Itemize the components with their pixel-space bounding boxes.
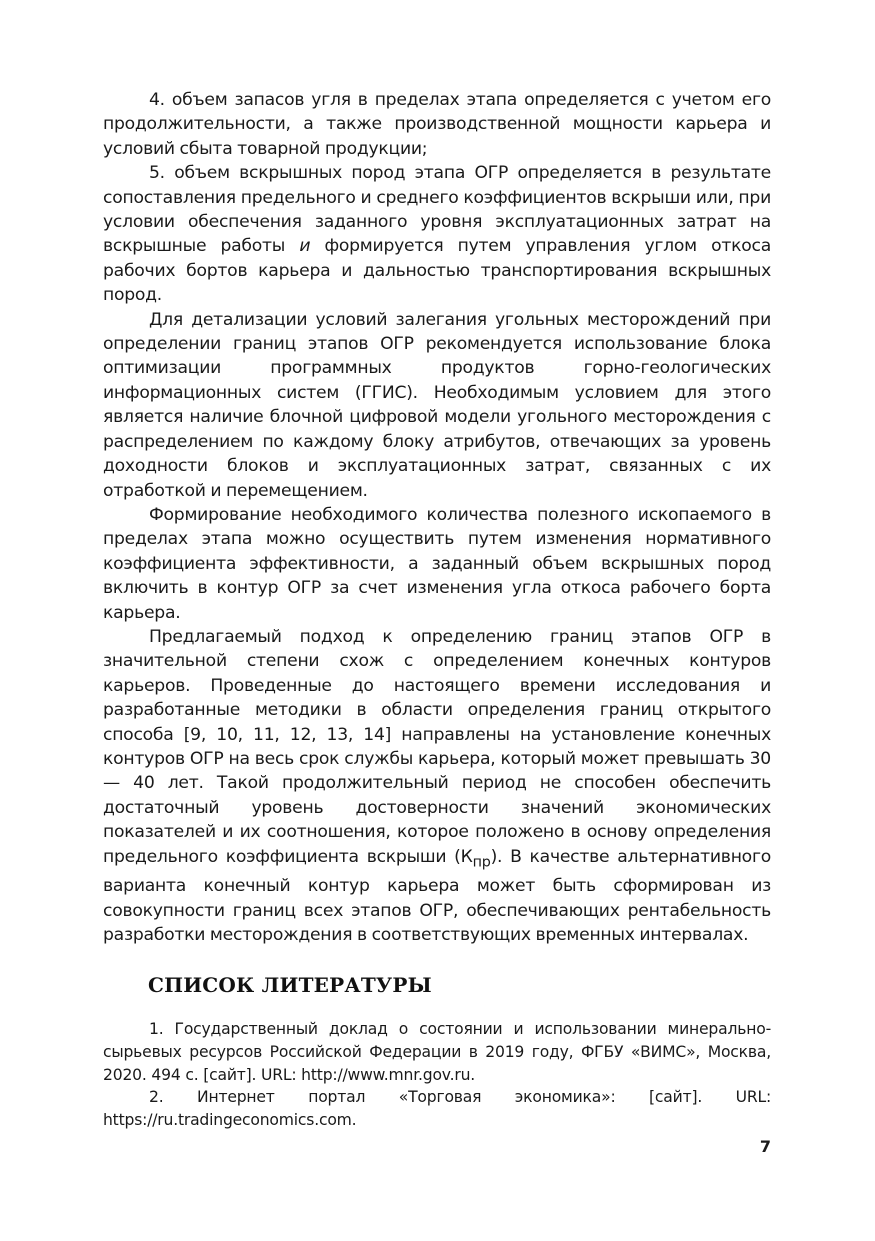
references-heading: СПИСОК ЛИТЕРАТУРЫ xyxy=(148,973,432,997)
reference-item: 2. Интернет портал «Торговая экономика»: [сайт]. URL: https://ru.tradingeconomics.com. xyxy=(103,1088,771,1130)
paragraph-2 xyxy=(103,161,771,307)
page-number: 7 xyxy=(759,1137,771,1156)
paragraph-4: Формирование необходимого количества полезного ископаемого в пределах этапа можно осуществить путем изменения нормативного коэффициента эффективности, а заданный объем вскрышных пород включить в контур ОГР за счет изменения угла откоса рабочего борта карьера. xyxy=(103,504,771,623)
reference-item: 1. Государственный доклад о состоянии и использовании минерально-сырьевых ресурсов Российской Федерации в 2019 году, ФГБУ «ВИМС», Москва, 2020. 494 с. [сайт]. URL: http://www.mnr.gov.ru. xyxy=(103,1020,771,1084)
references-list xyxy=(103,1018,771,1132)
paragraph-5-text-b: ). В качестве альтернативного варианта конечный контур карьера может быть сформирован из совокупности границ всех этапов ОГР, обеспечивающих рентабельность разработки месторождения в соответствующих временных интервалах. xyxy=(103,846,771,946)
paragraph-5 xyxy=(103,625,771,948)
paragraph-2-text-a: 5. объем вскрышных пород этапа ОГР определяется в результате сопоставления предельного и среднего коэффициентов вскрыши или, при условии обеспечения заданного уровня эксплуатационных затрат на вскрышные работы xyxy=(103,163,771,257)
subscript-pr: пр xyxy=(472,854,491,871)
paragraph-3: Для детализации условий залегания угольных месторождений при определении границ этапов ОГР рекомендуется использование блока оптимизации программных продуктов горно-геологических информационных систем (ГГИС). Необходимым условием для этого является наличие блочной цифровой модели угольного месторождения с распределением по каждому блоку атрибутов, отвечающих за уровень доходности блоков и эксплуатационных затрат, связанных с их отработкой и перемещением. xyxy=(103,309,771,501)
paragraph-5-text-a: Предлагаемый подход к определению границ этапов ОГР в значительной степени схож с определением конечных контуров карьеров. Проведенные до настоящего времени исследования и разработанные методики в области определения границ открытого способа [9, 10, 11, 12, 13, 14] направлены на установление конечных контуров ОГР на весь срок службы карьера, который может превышать 30 — 40 лет. Такой продолжительный период не способен обеспечить достаточный уровень достоверности значений экономических показателей и их соотношения, которое положено в основу определения предельного коэффициента вскрыши (К xyxy=(103,626,771,867)
paragraph-2-text-b: формируется путем управления углом откоса рабочих бортов карьера и дальностью транспортирования вскрышных пород. xyxy=(103,236,771,306)
paragraph-2-italic-conjunction: и xyxy=(299,236,311,257)
paragraph-1: 4. объем запасов угля в пределах этапа определяется с учетом его продолжительности, а также производственной мощности карьера и условий сбыта товарной продукции; xyxy=(103,90,771,159)
body-text xyxy=(103,88,771,948)
